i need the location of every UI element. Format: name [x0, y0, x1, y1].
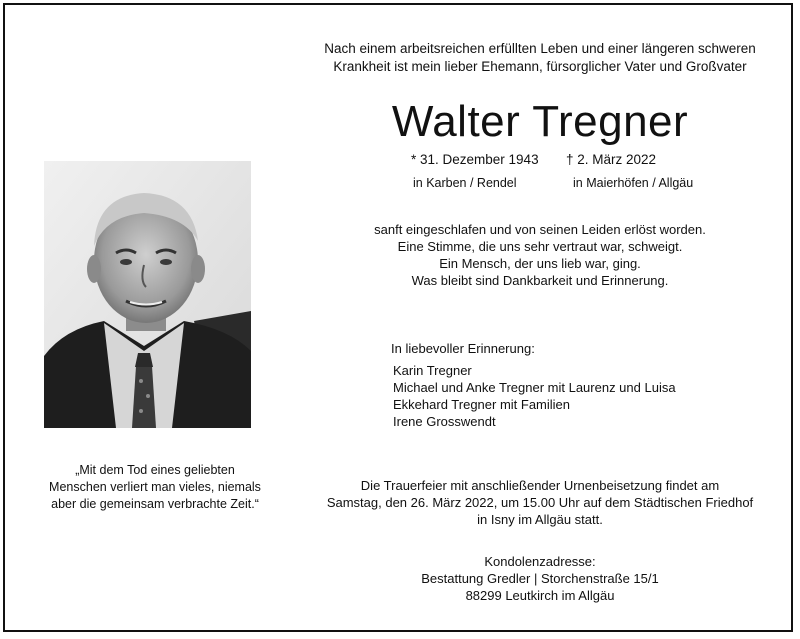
- quote-line: „Mit dem Tod eines geliebten: [75, 463, 235, 477]
- memory-label: In liebevoller Erinnerung:: [391, 341, 535, 356]
- poem-text: [330, 221, 750, 289]
- poem-line: sanft eingeschlafen und von seinen Leiden erlöst worden.: [374, 222, 706, 237]
- death-place: in Maierhöfen / Allgäu: [573, 176, 694, 190]
- mourner-name: Michael und Anke Tregner mit Laurenz und Luisa: [393, 380, 676, 395]
- mourners-list: [393, 362, 676, 430]
- intro-line-2: Krankheit ist mein lieber Ehemann, fürsorglicher Vater und Großvater: [333, 59, 747, 74]
- condolence-line-2: 88299 Leutkirch im Allgäu: [465, 588, 615, 603]
- funeral-line: Samstag, den 26. März 2022, um 15.00 Uhr auf dem Städtischen Friedhof: [326, 495, 754, 510]
- birth-place: in Karben / Rendel: [413, 176, 517, 190]
- intro-line-1: Nach einem arbeitsreichen erfüllten Leben und einer längeren schweren: [324, 41, 756, 56]
- death-date: † 2. März 2022: [566, 152, 657, 167]
- condolence-heading: Kondolenzadresse:: [484, 554, 596, 569]
- condolence-line-1: Bestattung Gredler | Storchenstraße 15/1: [421, 571, 659, 586]
- poem-line: Was bleibt sind Dankbarkeit und Erinnerung.: [411, 273, 669, 288]
- mourner-name: Ekkehard Tregner mit Familien: [393, 397, 571, 412]
- funeral-line: Die Trauerfeier mit anschließender Urnenbeisetzung findet am: [360, 478, 720, 493]
- condolence-address: [380, 553, 700, 604]
- poem-line: Ein Mensch, der uns lieb war, ging.: [439, 256, 641, 271]
- mourner-name: Karin Tregner: [393, 363, 472, 378]
- intro-text: [300, 40, 780, 76]
- mourner-name: Irene Grosswendt: [393, 414, 496, 429]
- portrait-photo: [44, 161, 251, 428]
- poem-line: Eine Stimme, die uns sehr vertraut war, schweigt.: [397, 239, 683, 254]
- birth-date: * 31. Dezember 1943: [411, 152, 539, 167]
- funeral-line: in Isny im Allgäu statt.: [477, 512, 603, 527]
- quote-text: [20, 462, 290, 513]
- quote-line: Menschen verliert man vieles, niemals: [49, 480, 261, 494]
- quote-line: aber die gemeinsam verbrachte Zeit.“: [51, 497, 259, 511]
- funeral-announcement: [320, 477, 760, 528]
- deceased-name: Walter Tregner: [391, 97, 689, 146]
